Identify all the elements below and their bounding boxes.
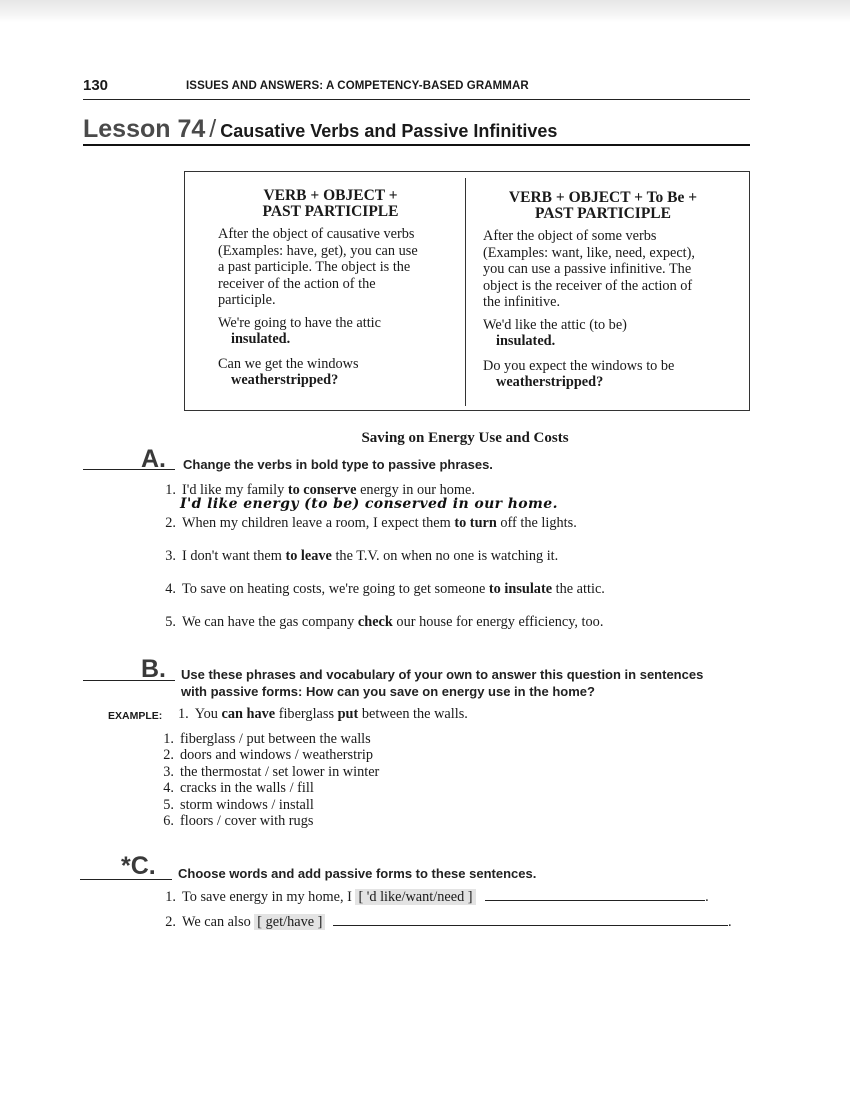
- section-c-letter: *C.: [121, 852, 156, 880]
- section-b-instruction-line-1: Use these phrases and vocabulary of your own to answer this question in sentences: [181, 667, 704, 682]
- section-a-item-1: 1. I'd like my family to conserve energy in our home.: [165, 482, 475, 498]
- left-example-1: We're going to have the attic insulated.: [218, 314, 381, 347]
- lesson-separator: /: [209, 115, 217, 143]
- lesson-title: Causative Verbs and Passive Infinitives: [220, 121, 558, 141]
- section-a-item-3: 3. I don't want them to leave the T.V. on when no one is watching it.: [165, 548, 559, 564]
- lesson-rule: [83, 144, 750, 146]
- example-label: EXAMPLE:: [108, 710, 163, 722]
- list-item: 4. cracks in the walls / fill: [163, 780, 314, 797]
- scan-top-band: [0, 0, 850, 22]
- right-heading: VERB + OBJECT + To Be + PAST PARTICIPLE: [508, 189, 698, 222]
- section-a-instruction: Change the verbs in bold type to passive phrases.: [183, 457, 493, 472]
- topic-title: Saving on Energy Use and Costs: [361, 430, 569, 446]
- answer-blank[interactable]: [333, 915, 728, 926]
- lesson-number: Lesson 74: [83, 115, 206, 143]
- list-item: 5. storm windows / install: [163, 796, 314, 813]
- right-explanation: After the object of some verbs (Examples: want, like, need, expect), you can use a passive infinitive. The object is the receiver of the action of the infinitive.: [483, 228, 695, 310]
- choice-bracket: [ get/have ]: [254, 914, 325, 930]
- running-title: ISSUES AND ANSWERS: A COMPETENCY-BASED GRAMMAR: [186, 80, 529, 92]
- page-number: 130: [83, 77, 109, 94]
- header-rule: [83, 99, 750, 100]
- section-b-list: [160, 731, 379, 829]
- left-heading: VERB + OBJECT + PAST PARTICIPLE: [262, 187, 399, 220]
- section-a-item-5: 5. We can have the gas company check our house for energy efficiency, too.: [165, 614, 604, 630]
- right-example-2: Do you expect the windows to be weatherstripped?: [483, 357, 675, 390]
- lesson-heading: [83, 115, 557, 144]
- answer-blank[interactable]: [485, 890, 705, 901]
- grammar-left-column: [218, 188, 443, 389]
- left-example-2: Can we get the windows weatherstripped?: [218, 355, 359, 388]
- section-a-item-4: 4. To save on heating costs, we're going to get someone to insulate the attic.: [165, 581, 605, 597]
- list-item: 2. doors and windows / weatherstrip: [163, 747, 373, 764]
- grammar-box-divider: [465, 178, 466, 406]
- section-b-example: 1. You can have fiberglass put between the walls.: [178, 706, 468, 722]
- list-item: 3. the thermostat / set lower in winter: [163, 763, 380, 780]
- section-c-instruction: Choose words and add passive forms to these sentences.: [178, 866, 537, 881]
- section-b-instruction-line-2: with passive forms: How can you save on energy use in the home?: [181, 684, 595, 699]
- right-example-1: We'd like the attic (to be) insulated.: [483, 316, 627, 349]
- section-b-letter: B.: [141, 655, 166, 683]
- list-item: 6. floors / cover with rugs: [163, 813, 314, 830]
- section-a-item-2: 2. When my children leave a room, I expect them to turn off the lights.: [165, 515, 577, 531]
- section-c-item-2: 2. We can also [ get/have ] .: [165, 914, 732, 930]
- left-explanation: After the object of causative verbs (Examples: have, get), you can use a past participle. The object is the receiver of the action of the participle.: [218, 226, 418, 308]
- choice-bracket: [ 'd like/want/need ]: [355, 889, 475, 905]
- section-c-item-1: 1. To save energy in my home, I [ 'd like/want/need ] .: [165, 889, 709, 905]
- list-item: 1. fiberglass / put between the walls: [163, 731, 371, 747]
- grammar-right-column: [483, 190, 723, 391]
- handwritten-answer: I'd like energy (to be) conserved in our home.: [180, 496, 558, 512]
- section-a-letter: A.: [141, 445, 166, 473]
